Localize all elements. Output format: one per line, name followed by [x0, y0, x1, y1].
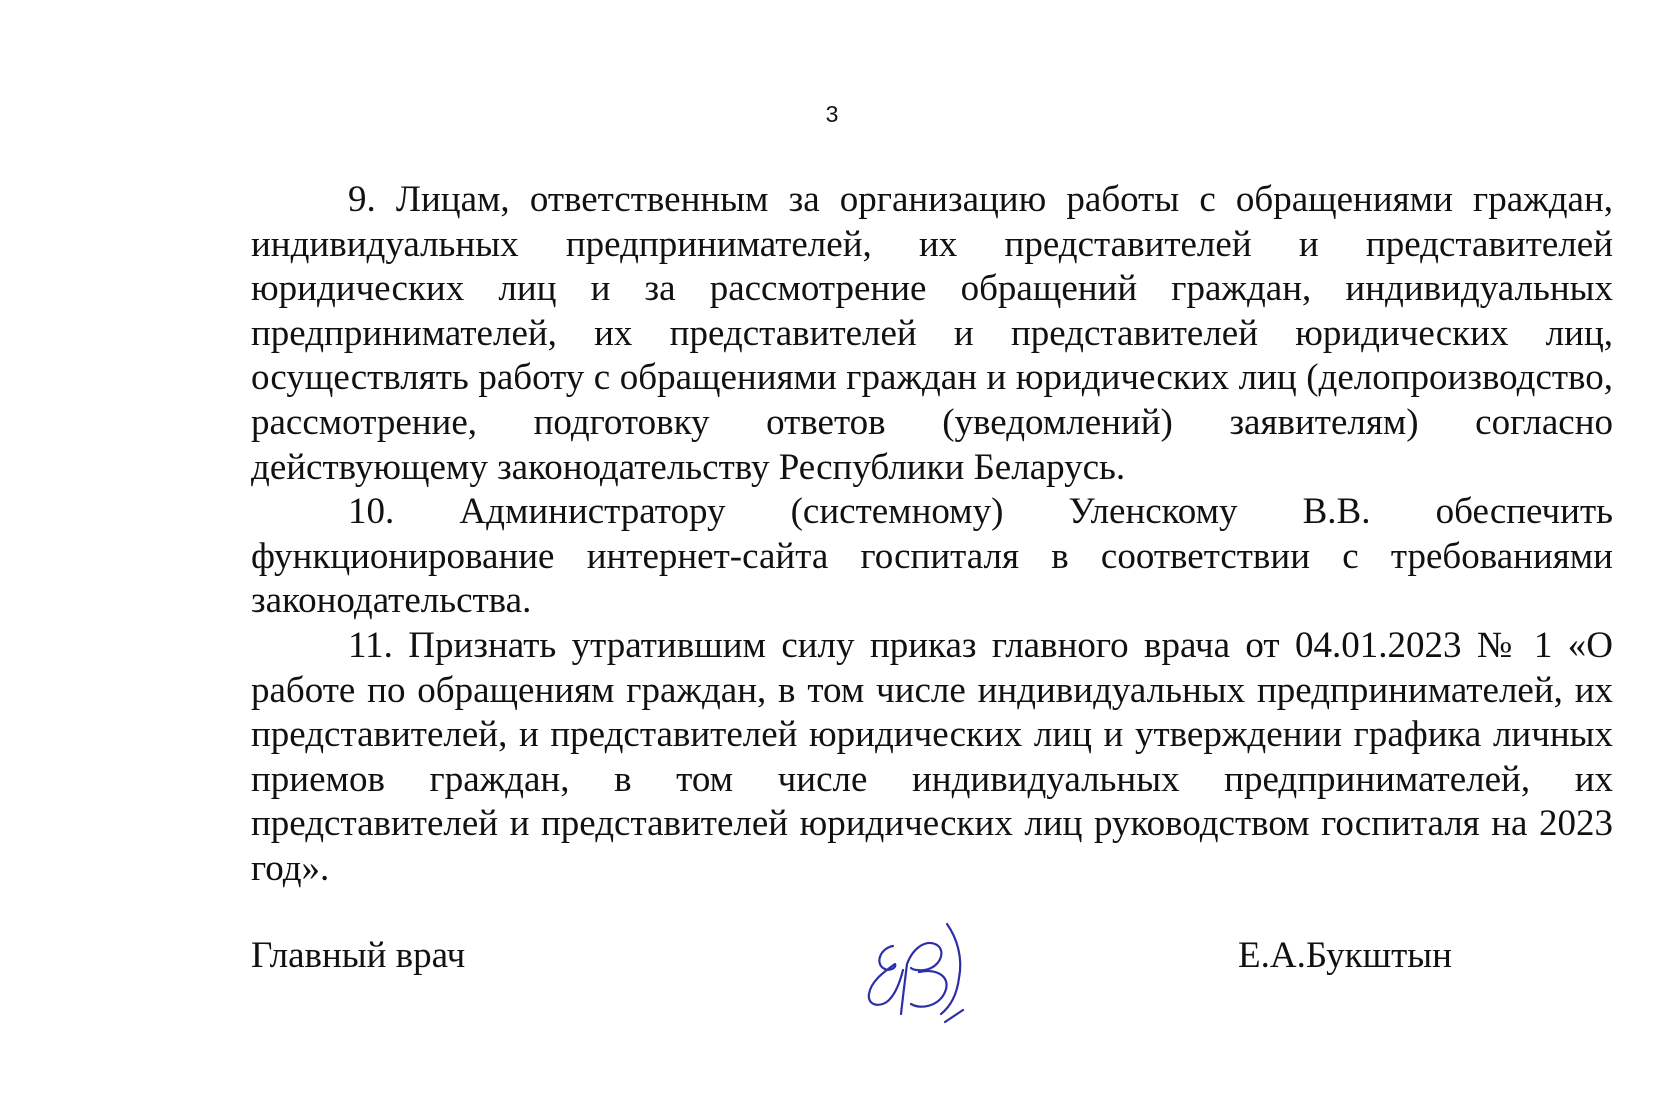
signatory-role: Главный врач — [251, 935, 466, 976]
paragraph-9: 9. Лицам, ответственным за организацию работы с обращениями граждан, индивидуальных предпринимателей, их представителей и представителей юридических лиц и за рассмотрение обращений граждан, индивидуальных предпринимателей, их представителей и представителей юридических лиц, осуществлять работу с обращениями граждан и юридических лиц (делопроизводство, рассмотрение, подготовку ответов (уведомлений) заявителям) согласно действующему законодательству Республики Беларусь. — [251, 179, 1613, 488]
document-body — [251, 178, 1613, 892]
signatory-name: Е.А.Букштын — [1238, 935, 1452, 976]
paragraph-11: 11. Признать утратившим силу приказ главного врача от 04.01.2023 № 1 «О работе по обращениям граждан, в том числе индивидуальных предпринимателей, их представителей, и представителей юридических лиц и утверждении графика личных приемов граждан, в том числе индивидуальных предпринимателей, их представителей и представителей юридических лиц руководством госпиталя на 2023 год». — [251, 624, 1613, 889]
page-number: 3 — [825, 101, 839, 127]
paragraph-10: 10. Администратору (системному) Уленскому В.В. обеспечить функционирование интернет-сайта госпиталя в соответствии с требованиями законодательства. — [251, 491, 1613, 622]
signature-block — [251, 920, 1613, 1030]
handwritten-signature-icon — [859, 918, 989, 1028]
